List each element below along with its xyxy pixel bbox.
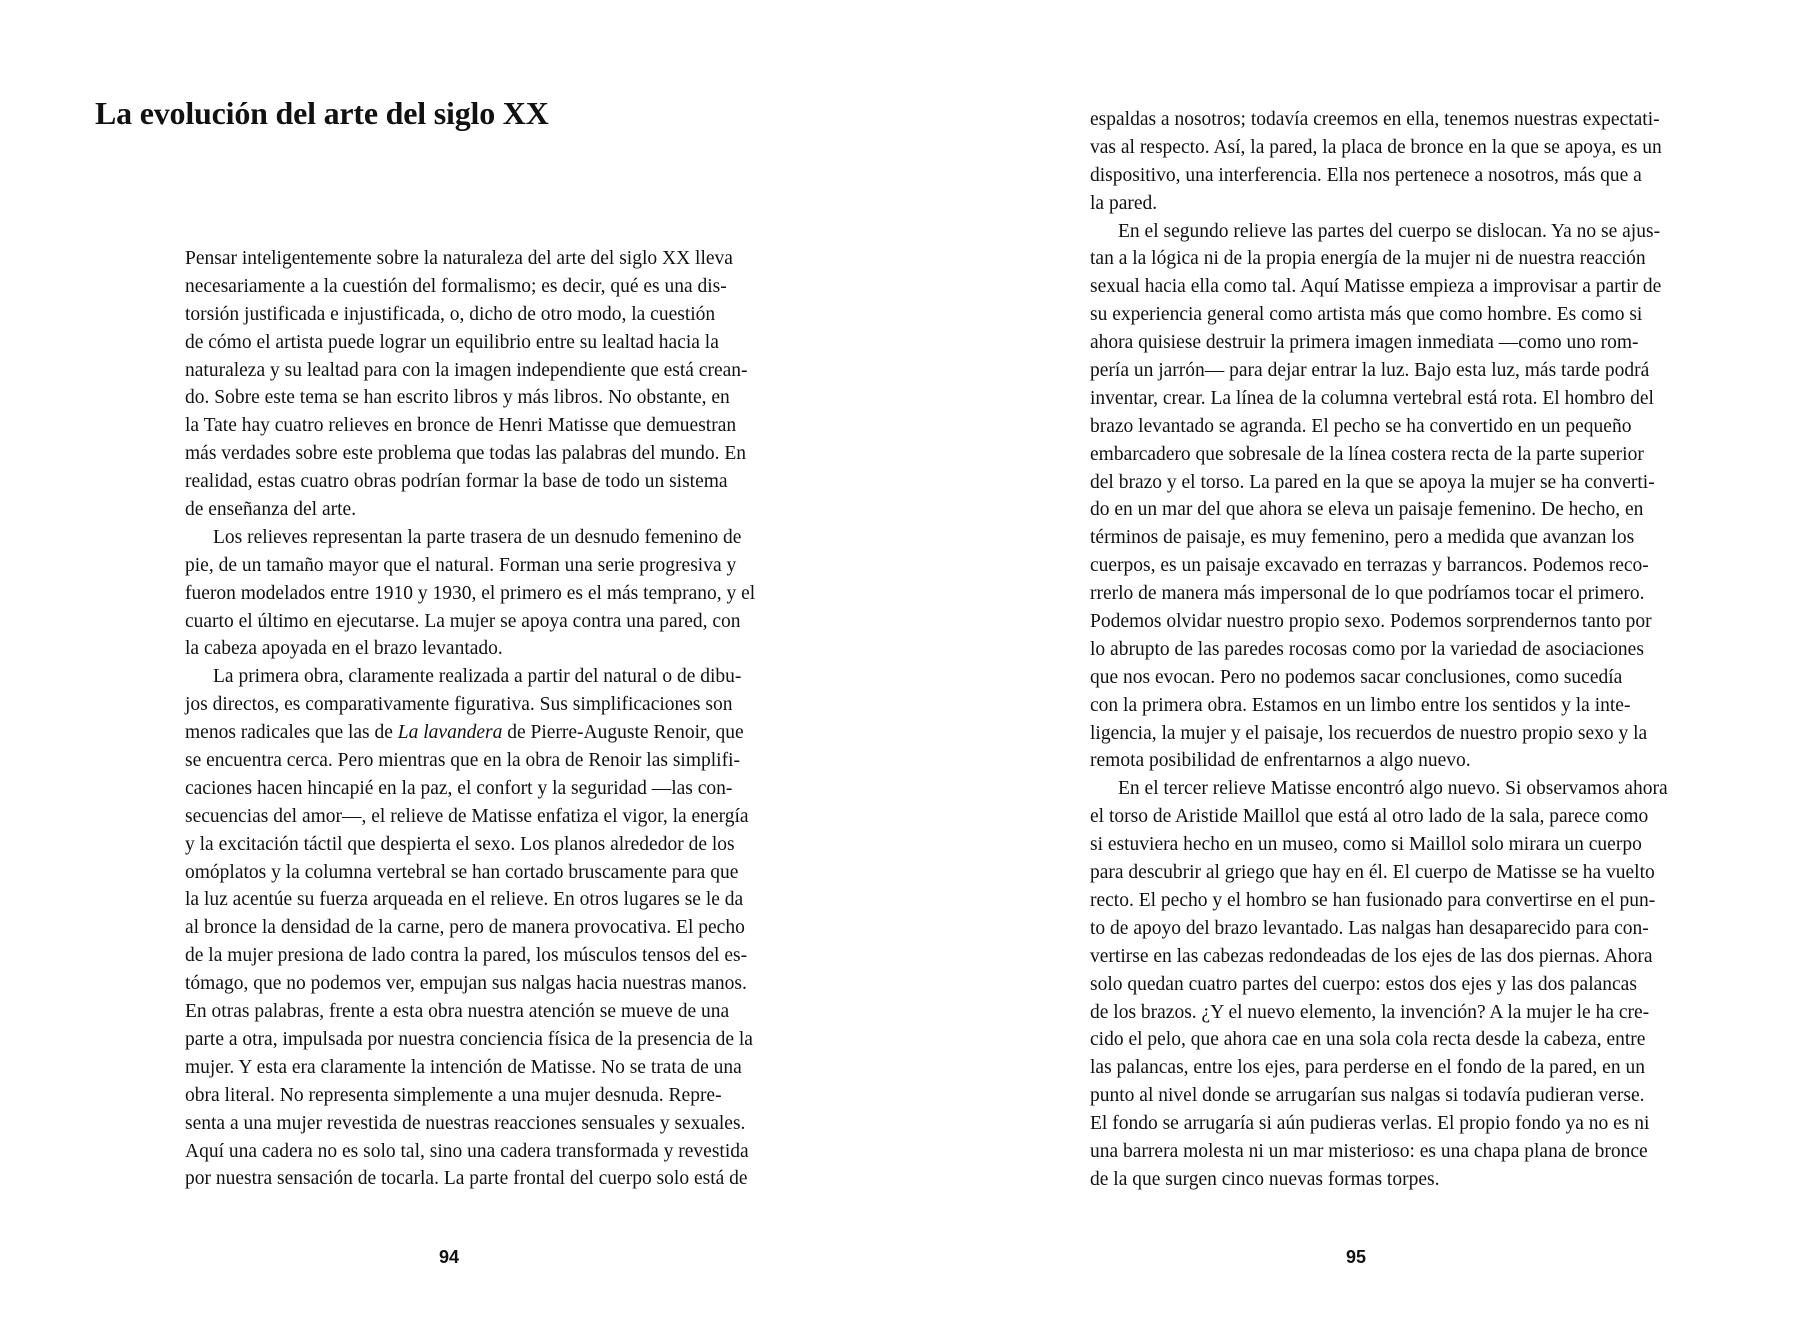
text-line: do en un mar del que ahora se eleva un paisaje femenino. De hecho, en	[1090, 499, 1644, 521]
text-line: mujer. Y esta era claramente la intención de Matisse. No se trata de una	[185, 1056, 742, 1078]
text-line: brazo levantado se agranda. El pecho se ha convertido en un pequeño	[1090, 415, 1632, 437]
text-line: dispositivo, una interferencia. Ella nos pertenece a nosotros, más que a	[1090, 164, 1642, 186]
text-line: tómago, que no podemos ver, empujan sus nalgas hacia nuestras manos.	[185, 973, 747, 995]
text-line: pie, de un tamaño mayor que el natural. Forman una serie progresiva y	[185, 554, 737, 576]
text-line: secuencias del amor—, el relieve de Matisse enfatiza el vigor, la energía	[185, 805, 749, 827]
text-line: que nos evocan. Pero no podemos sacar conclusiones, como sucedía	[1090, 666, 1623, 688]
text-line: sexual hacia ella como tal. Aquí Matisse empieza a improvisar a partir de	[1090, 276, 1662, 298]
text-line: cido el pelo, que ahora cae en una sola cola recta desde la cabeza, entre	[1090, 1029, 1646, 1051]
text-line: la pared.	[1090, 192, 1158, 214]
text-line: do. Sobre este tema se han escrito libros y más libros. No obstante, en	[185, 387, 730, 409]
text-line: recto. El pecho y el hombro se han fusionado para convertirse en el pun-	[1090, 889, 1656, 911]
text-line: inventar, crear. La línea de la columna vertebral está rota. El hombro del	[1090, 387, 1654, 409]
text-line: del brazo y el torso. La pared en la que se apoya la mujer se ha converti-	[1090, 471, 1655, 493]
text-line: de enseñanza del arte.	[185, 499, 357, 521]
text-line: lo abrupto de las paredes rocosas como por la variedad de asociaciones	[1090, 638, 1644, 660]
text-line: La primera obra, claramente realizada a partir del natural o de dibu-	[213, 666, 742, 688]
text-line: rrerlo de manera más impersonal de lo que podríamos tocar el primero.	[1090, 583, 1645, 605]
text-line: menos radicales que las de La lavandera de Pierre-Auguste Renoir, que	[185, 722, 744, 744]
text-line: al bronce la densidad de la carne, pero de manera provocativa. El pecho	[185, 917, 745, 939]
text-line: cuarto el último en ejecutarse. La mujer se apoya contra una pared, con	[185, 610, 741, 632]
text-line: espaldas a nosotros; todavía creemos en ella, tenemos nuestras expectati-	[1090, 109, 1660, 130]
text-line: realidad, estas cuatro obras podrían formar la base de todo un sistema	[185, 471, 728, 493]
text-line: una barrera molesta ni un mar misterioso: es una chapa plana de bronce	[1090, 1140, 1648, 1162]
text-line: de cómo el artista puede lograr un equilibrio entre su lealtad hacia la	[185, 331, 719, 353]
text-line: naturaleza y su lealtad para con la imagen independiente que está crean-	[185, 359, 748, 381]
text-line: su experiencia general como artista más que como hombre. Es como si	[1090, 304, 1643, 326]
text-line: de los brazos. ¿Y el nuevo elemento, la invención? A la mujer le ha cre-	[1090, 1001, 1650, 1023]
text-line: pería un jarrón— para dejar entrar la luz. Bajo esta luz, más tarde podrá	[1090, 360, 1650, 382]
text-line: punto al nivel donde se arrugarían sus nalgas si todavía pudieran verse.	[1090, 1085, 1645, 1107]
text-line: jos directos, es comparativamente figurativa. Sus simplificaciones son	[185, 694, 733, 716]
text-line: y la excitación táctil que despierta el sexo. Los planos alrededor de los	[185, 833, 735, 855]
text-line: fueron modelados entre 1910 y 1930, el primero es el más temprano, y el	[185, 582, 756, 604]
text-line: embarcadero que sobresale de la línea costera recta de la parte superior	[1090, 443, 1644, 465]
text-line: torsión justificada e injustificada, o, dicho de otro modo, la cuestión	[185, 303, 716, 325]
text-line: Pensar inteligentemente sobre la naturaleza del arte del siglo XX lleva	[185, 248, 733, 269]
text-line: de la que surgen cinco nuevas formas torpes.	[1090, 1168, 1440, 1190]
text-line: vertirse en las cabezas redondeadas de los ejes de las dos piernas. Ahora	[1090, 945, 1653, 967]
text-line: términos de paisaje, es muy femenino, pero a medida que avanzan los	[1090, 527, 1635, 549]
text-line: En el segundo relieve las partes del cuerpo se dislocan. Ya no se ajus-	[1118, 220, 1661, 242]
text-line: con la primera obra. Estamos en un limbo entre los sentidos y la inte-	[1090, 694, 1631, 716]
text-line: omóplatos y la columna vertebral se han cortado bruscamente para que	[185, 861, 739, 883]
text-line: En otras palabras, frente a esta obra nuestra atención se mueve de una	[185, 1001, 730, 1023]
left-body-text	[185, 245, 755, 1193]
text-line: cuerpos, es un paisaje excavado en terrazas y barrancos. Podemos reco-	[1090, 555, 1649, 577]
text-line: la luz acentúe su fuerza arqueada en el relieve. En otros lugares se le da	[185, 889, 744, 911]
text-line: si estuviera hecho en un museo, como si Maillol solo mirara un cuerpo	[1090, 834, 1642, 856]
text-line: por nuestra sensación de tocarla. La parte frontal del cuerpo solo está de	[185, 1168, 748, 1190]
text-line: se encuentra cerca. Pero mientras que en la obra de Renoir las simplifi-	[185, 750, 740, 772]
text-line: parte a otra, impulsada por nuestra conciencia física de la presencia de la	[185, 1028, 753, 1050]
text-line: obra literal. No representa simplemente a una mujer desnuda. Repre-	[185, 1084, 722, 1106]
text-line: de la mujer presiona de lado contra la pared, los músculos tensos del es-	[185, 945, 748, 967]
text-line: las palancas, entre los ejes, para perderse en el fondo de la pared, en un	[1090, 1057, 1645, 1079]
page-number-right: 95	[1346, 1247, 1367, 1267]
text-line: tan a la lógica ni de la propia energía de la mujer ni de nuestra reacción	[1090, 248, 1646, 270]
text-line: El fondo se arrugaría si aún pudieras verlas. El propio fondo ya no es ni	[1090, 1113, 1650, 1135]
text-line: Aquí una cadera no es solo tal, sino una cadera transformada y revestida	[185, 1140, 749, 1162]
right-body-text	[1090, 106, 1668, 1194]
text-line: vas al respecto. Así, la pared, la placa de bronce en la que se apoya, es un	[1090, 136, 1662, 158]
right-page	[900, 0, 1800, 1322]
text-line: caciones hacen hincapié en la paz, el confort y la seguridad —las con-	[185, 777, 733, 799]
text-line: ligencia, la mujer y el paisaje, los recuerdos de nuestro propio sexo y la	[1090, 722, 1648, 744]
text-line: to de apoyo del brazo levantado. Las nalgas han desaparecido para con-	[1090, 917, 1649, 939]
text-line: Los relieves representan la parte trasera de un desnudo femenino de	[213, 526, 742, 548]
text-line: la Tate hay cuatro relieves en bronce de Henri Matisse que demuestran	[185, 415, 737, 437]
text-line: solo quedan cuatro partes del cuerpo: estos dos ejes y las dos palancas	[1090, 973, 1637, 995]
page-number-left: 94	[439, 1247, 460, 1267]
text-line: ahora quisiese destruir la primera imagen inmediata —como uno rom-	[1090, 332, 1639, 354]
artwork-title: La lavandera	[397, 722, 503, 744]
text-line: remota posibilidad de enfrentarnos a algo nuevo.	[1090, 750, 1471, 772]
text-line: senta a una mujer revestida de nuestras reacciones sensuales y sexuales.	[185, 1112, 746, 1134]
text-line: la cabeza apoyada en el brazo levantado.	[185, 638, 503, 660]
text-line: necesariamente a la cuestión del formalismo; es decir, qué es una dis-	[185, 275, 727, 297]
text-line: Podemos olvidar nuestro propio sexo. Podemos sorprendernos tanto por	[1090, 611, 1652, 633]
text-line: En el tercer relieve Matisse encontró algo nuevo. Si observamos ahora	[1118, 778, 1668, 800]
text-line: más verdades sobre este problema que todas las palabras del mundo. En	[185, 443, 746, 465]
text-line: para descubrir al griego que hay en él. El cuerpo de Matisse se ha vuelto	[1090, 862, 1655, 884]
chapter-title: La evolución del arte del siglo XX	[95, 95, 549, 131]
text-line: el torso de Aristide Maillol que está al otro lado de la sala, parece como	[1090, 806, 1649, 828]
